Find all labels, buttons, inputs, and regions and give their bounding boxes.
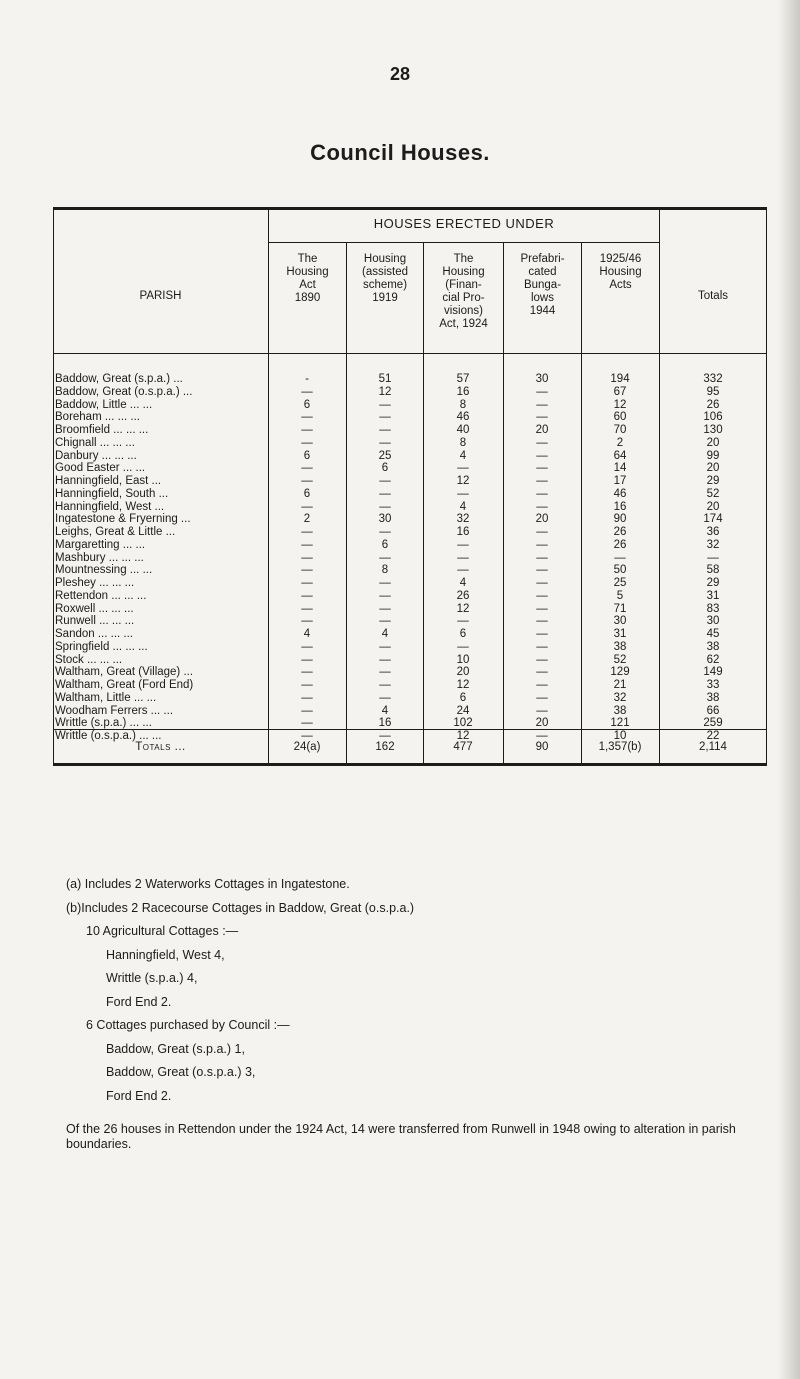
table-cell: 10 xyxy=(456,653,470,666)
table-cell: — xyxy=(536,704,548,717)
parish-name: Boreham ... ... ... xyxy=(55,411,141,424)
col-header-housing-act-1890: The Housing Act 1890 xyxy=(286,253,329,304)
closing-note: Of the 26 houses in Rettendon under the 1924 Act, 14 were transferred from Runwell in 1948 owing to alteration in parish boundaries. xyxy=(66,1122,736,1151)
parish-name: Mountnessing ... ... xyxy=(55,564,153,577)
table-cell: — xyxy=(457,640,469,653)
table-cell: — xyxy=(301,538,313,551)
table-cell: 30 xyxy=(706,615,720,628)
table-cell: — xyxy=(379,487,391,500)
table-cell: 66 xyxy=(706,704,720,717)
table-cell: 22 xyxy=(706,730,720,742)
table-cell: — xyxy=(536,628,548,640)
table-cell: — xyxy=(379,500,391,513)
table-cell: 36 xyxy=(706,526,720,538)
table-cell: 10 xyxy=(613,730,627,742)
parish-name: Good Easter ... ... xyxy=(55,462,146,475)
footnote-line: 6 Cottages purchased by Council :— xyxy=(86,1018,290,1032)
table-cell: — xyxy=(379,691,391,704)
table-row xyxy=(53,641,767,654)
page-edge-shadow xyxy=(778,0,800,1379)
table-cell: 20 xyxy=(706,462,720,475)
parish-name: Chignall ... ... ... xyxy=(55,436,135,449)
table-row xyxy=(53,628,767,641)
table-cell: 30 xyxy=(378,513,392,526)
table-cell: — xyxy=(379,602,391,615)
table-cell: 26 xyxy=(706,398,720,411)
totals-cell: 1,357(b) xyxy=(598,741,642,753)
table-cell: 6 xyxy=(381,538,389,551)
parish-name: Woodham Ferrers ... ... xyxy=(55,704,174,717)
table-cell: — xyxy=(536,436,548,449)
table-row xyxy=(53,526,767,539)
parish-name: Rettendon ... ... ... xyxy=(55,589,147,602)
table-cell: 20 xyxy=(535,717,549,730)
table-cell: — xyxy=(536,615,548,628)
table-row xyxy=(53,373,767,386)
table-cell: — xyxy=(379,577,391,589)
table-cell: 12 xyxy=(456,475,470,487)
table-cell: — xyxy=(536,526,548,538)
table-cell: 32 xyxy=(706,538,720,551)
table-cell: — xyxy=(379,526,391,538)
table-cell: 4 xyxy=(381,628,389,640)
table-cell: 20 xyxy=(706,500,720,513)
parish-name: Sandon ... ... ... xyxy=(55,628,133,640)
table-row xyxy=(53,564,767,577)
col-header-prefabricated-1944: Prefabri- cated Bunga- lows 1944 xyxy=(520,253,565,317)
table-row xyxy=(53,539,767,552)
table-row xyxy=(53,501,767,514)
table-cell: — xyxy=(301,730,313,742)
table-cell: 6 xyxy=(303,487,311,500)
table-cell: 17 xyxy=(613,475,627,487)
table-cell: — xyxy=(379,666,391,679)
table-cell: 45 xyxy=(706,628,720,640)
table-cell: — xyxy=(379,589,391,602)
col-header-housing-1919: Housing (assisted scheme) 1919 xyxy=(361,253,409,304)
col-header-housing-acts-1925-46: 1925/46 Housing Acts xyxy=(599,253,642,291)
table-cell: — xyxy=(536,462,548,475)
table-cell: 16 xyxy=(613,500,627,513)
table-cell: — xyxy=(536,487,548,500)
col-header-totals: Totals xyxy=(697,290,729,302)
footnote-line: Hanningfield, West 4, xyxy=(106,947,225,962)
parish-name: Pleshey ... ... ... xyxy=(55,577,135,589)
totals-row xyxy=(53,729,767,766)
table-row xyxy=(53,462,767,475)
table-cell: — xyxy=(379,475,391,487)
table-row xyxy=(53,654,767,667)
table-cell: — xyxy=(379,615,391,628)
table-cell: — xyxy=(301,615,313,628)
parish-name: Runwell ... ... ... xyxy=(55,615,135,628)
table-cell: 67 xyxy=(613,385,627,398)
table-cell: 29 xyxy=(706,577,720,589)
table-cell: 38 xyxy=(613,704,627,717)
table-cell: 25 xyxy=(613,577,627,589)
table-cell: 8 xyxy=(381,564,389,577)
table-cell: — xyxy=(301,640,313,653)
table-cell: — xyxy=(301,577,313,589)
table-cell: — xyxy=(536,666,548,679)
table-row xyxy=(53,552,767,565)
table-row xyxy=(53,705,767,718)
table-cell: — xyxy=(301,436,313,449)
parish-name: Danbury ... ... ... xyxy=(55,449,137,462)
table-cell: — xyxy=(379,640,391,653)
parish-name: Writtle (s.p.a.) ... ... xyxy=(55,717,152,730)
table-row xyxy=(53,424,767,437)
table-cell: 2 xyxy=(616,436,624,449)
totals-cell: 2,114 xyxy=(699,741,727,753)
table-cell: 16 xyxy=(456,385,470,398)
table-cell: 62 xyxy=(706,653,720,666)
table-cell: — xyxy=(536,691,548,704)
table-cell: — xyxy=(301,602,313,615)
table-cell: — xyxy=(536,653,548,666)
table-cell: — xyxy=(614,551,626,564)
table-cell: — xyxy=(536,385,548,398)
table-cell: 12 xyxy=(456,730,470,742)
table-cell: — xyxy=(301,500,313,513)
parish-name: Mashbury ... ... ... xyxy=(55,551,144,564)
table-cell: 4 xyxy=(381,704,389,717)
col-header-housing-act-1924: The Housing (Finan- cial Pro- visions) Act, 1924 xyxy=(439,253,488,330)
parish-name: Writtle (o.s.p.a.) ... ... xyxy=(55,730,162,742)
parish-name: Hanningfield, South ... xyxy=(55,487,169,500)
table-cell: — xyxy=(536,640,548,653)
page-number: 28 xyxy=(389,64,411,84)
table-cell: 130 xyxy=(703,424,723,436)
table-cell: 129 xyxy=(610,666,630,679)
table-cell: 95 xyxy=(706,385,720,398)
table-cell: 32 xyxy=(456,513,470,526)
table-cell: 46 xyxy=(456,411,470,424)
table-cell: — xyxy=(301,704,313,717)
table-cell: 20 xyxy=(706,436,720,449)
table-cell: — xyxy=(379,679,391,691)
footnote-line: Ford End 2. xyxy=(106,1088,172,1103)
table-cell: — xyxy=(457,462,469,475)
table-row xyxy=(53,577,767,590)
table-row xyxy=(53,475,767,488)
parish-name: Stock ... ... ... xyxy=(55,653,123,666)
table-cell: — xyxy=(301,589,313,602)
table-cell: — xyxy=(707,551,719,564)
table-cell: 6 xyxy=(459,628,467,640)
table-cell: 6 xyxy=(303,449,311,462)
table-cell: 99 xyxy=(706,449,720,462)
parish-name: Margaretting ... ... xyxy=(55,538,146,551)
parish-name: Baddow, Little ... ... xyxy=(55,398,153,411)
table-cell: 2 xyxy=(303,513,311,526)
table-cell: — xyxy=(301,551,313,564)
table-cell: 102 xyxy=(453,717,473,730)
table-cell: 50 xyxy=(613,564,627,577)
table-cell: — xyxy=(457,538,469,551)
table-cell: 14 xyxy=(613,462,627,475)
table-cell: — xyxy=(536,411,548,424)
table-cell: — xyxy=(379,730,391,742)
table-row xyxy=(53,488,767,501)
table-cell: 8 xyxy=(459,398,467,411)
table-cell: 64 xyxy=(613,449,627,462)
group-header: HOUSES ERECTED UNDER xyxy=(373,216,555,231)
table-cell: 38 xyxy=(706,691,720,704)
table-cell: 20 xyxy=(535,513,549,526)
table-cell: 16 xyxy=(378,717,392,730)
footnotes xyxy=(66,873,414,1108)
footnote-line: Ford End 2. xyxy=(106,994,172,1009)
table-cell: — xyxy=(536,449,548,462)
table-row xyxy=(53,679,767,692)
table-cell: 12 xyxy=(378,385,392,398)
table-cell: 6 xyxy=(459,691,467,704)
table-cell: 58 xyxy=(706,564,720,577)
table-cell: 24 xyxy=(456,704,470,717)
parish-header: PARISH xyxy=(139,290,182,302)
table-cell: 60 xyxy=(613,411,627,424)
table-cell: 32 xyxy=(613,691,627,704)
table-cell: 29 xyxy=(706,475,720,487)
footnote-line: Writtle (s.p.a.) 4, xyxy=(106,971,198,985)
table-row xyxy=(53,386,767,399)
table-cell: 149 xyxy=(703,666,723,679)
footnote-line: (b)Includes 2 Racecourse Cottages in Baddow, Great (o.s.p.a.) xyxy=(66,900,415,915)
table-cell: 38 xyxy=(706,640,720,653)
table-cell: 52 xyxy=(706,487,720,500)
table-row xyxy=(53,411,767,424)
parish-name: Springfield ... ... ... xyxy=(55,640,148,653)
parish-name: Hanningfield, East ... xyxy=(55,475,162,487)
table-cell: 25 xyxy=(378,449,392,462)
table-cell: — xyxy=(301,411,313,424)
table-cell: 12 xyxy=(456,602,470,615)
table-cell: 40 xyxy=(456,424,470,436)
table-cell: 26 xyxy=(456,589,470,602)
table-row xyxy=(53,399,767,412)
parish-name: Waltham, Great (Ford End) xyxy=(55,679,194,691)
table-cell: — xyxy=(379,653,391,666)
parish-name: Broomfield ... ... ... xyxy=(55,424,149,436)
parish-name: Waltham, Great (Village) ... xyxy=(55,666,194,679)
table-cell: — xyxy=(301,462,313,475)
table-cell: — xyxy=(379,411,391,424)
table-row xyxy=(53,603,767,616)
table-cell: — xyxy=(536,589,548,602)
table-cell: — xyxy=(536,564,548,577)
table-cell: — xyxy=(301,666,313,679)
table-cell: 30 xyxy=(613,615,627,628)
table-cell: — xyxy=(379,551,391,564)
table-cell: — xyxy=(301,526,313,538)
table-cell: — xyxy=(301,475,313,487)
table-cell: 6 xyxy=(303,398,311,411)
footnote-line: Baddow, Great (o.s.p.a.) 3, xyxy=(106,1065,256,1079)
table-cell: — xyxy=(457,487,469,500)
table-cell: — xyxy=(536,679,548,691)
table-cell: — xyxy=(536,500,548,513)
group-header-rule xyxy=(268,242,660,243)
table-cell: 38 xyxy=(613,640,627,653)
table-cell: 174 xyxy=(703,513,723,526)
table-cell: — xyxy=(301,717,313,730)
table-cell: 90 xyxy=(613,513,627,526)
table-cell: — xyxy=(379,424,391,436)
table-cell: 194 xyxy=(610,373,630,385)
table-cell: 4 xyxy=(459,449,467,462)
table-cell: 4 xyxy=(459,500,467,513)
table-cell: — xyxy=(536,475,548,487)
table-cell: — xyxy=(301,424,313,436)
table-cell: — xyxy=(457,551,469,564)
table-cell: 4 xyxy=(303,628,311,640)
table-cell: 33 xyxy=(706,679,720,691)
totals-cell: 162 xyxy=(375,741,395,753)
table-cell: 30 xyxy=(535,373,549,385)
table-cell: 57 xyxy=(456,373,470,385)
table-cell: 31 xyxy=(613,628,627,640)
table-cell: 12 xyxy=(613,398,627,411)
table-cell: — xyxy=(301,679,313,691)
table-cell: — xyxy=(536,551,548,564)
table-cell: — xyxy=(536,538,548,551)
parish-name: Baddow, Great (s.p.a.) ... xyxy=(55,373,183,385)
totals-cell: 24(a) xyxy=(293,741,321,753)
table-row xyxy=(53,615,767,628)
parish-name: Baddow, Great (o.s.p.a.) ... xyxy=(55,385,193,398)
table-row xyxy=(53,666,767,679)
table-cell: 121 xyxy=(610,717,630,730)
table-cell: — xyxy=(379,436,391,449)
table-cell: — xyxy=(301,653,313,666)
table-cell: 16 xyxy=(456,526,470,538)
table-cell: — xyxy=(536,398,548,411)
table-cell: — xyxy=(457,564,469,577)
table-cell: 70 xyxy=(613,424,627,436)
table-cell: — xyxy=(536,577,548,589)
table-cell: — xyxy=(536,602,548,615)
table-cell: 83 xyxy=(706,602,720,615)
totals-label: Totals ... xyxy=(135,741,186,753)
table-cell: — xyxy=(301,385,313,398)
parish-name: Ingatestone & Fryerning ... xyxy=(55,513,191,526)
table-cell: 52 xyxy=(613,653,627,666)
table-cell: - xyxy=(305,373,309,385)
table-row xyxy=(53,590,767,603)
parish-name: Leighs, Great & Little ... xyxy=(55,526,176,538)
table-cell: 5 xyxy=(616,589,624,602)
totals-cell: 90 xyxy=(535,741,549,753)
page-title: Council Houses. xyxy=(310,140,490,165)
parish-name: Hanningfield, West ... xyxy=(55,500,165,513)
table-cell: 332 xyxy=(703,373,723,385)
table-cell: 26 xyxy=(613,526,627,538)
table-cell: 51 xyxy=(378,373,392,385)
parish-name: Roxwell ... ... ... xyxy=(55,602,134,615)
table-row xyxy=(53,450,767,463)
table-cell: — xyxy=(457,615,469,628)
table-row xyxy=(53,437,767,450)
table-cell: — xyxy=(536,730,548,742)
table-cell: 4 xyxy=(459,577,467,589)
table-cell: — xyxy=(301,691,313,704)
table-cell: 71 xyxy=(613,602,627,615)
parish-name: Waltham, Little ... ... xyxy=(55,691,157,704)
footnote-line: (a) Includes 2 Waterworks Cottages in Ingatestone. xyxy=(66,877,350,891)
table-row xyxy=(53,692,767,705)
table-cell: — xyxy=(301,564,313,577)
table-cell: 20 xyxy=(456,666,470,679)
table-cell: 8 xyxy=(459,436,467,449)
table-cell: 46 xyxy=(613,487,627,500)
table-cell: 12 xyxy=(456,679,470,691)
table-cell: 26 xyxy=(613,538,627,551)
table-cell: 106 xyxy=(703,411,723,424)
totals-cell: 477 xyxy=(453,741,473,753)
table-cell: — xyxy=(379,398,391,411)
table-cell: 259 xyxy=(703,717,723,730)
table-cell: 6 xyxy=(381,462,389,475)
table-row xyxy=(53,513,767,526)
council-houses-table xyxy=(53,207,767,766)
table-cell: 21 xyxy=(613,679,627,691)
footnote-line: Baddow, Great (s.p.a.) 1, xyxy=(106,1041,245,1056)
table-cell: 20 xyxy=(535,424,549,436)
footnote-line: 10 Agricultural Cottages :— xyxy=(86,924,239,938)
table-cell: 31 xyxy=(706,589,720,602)
